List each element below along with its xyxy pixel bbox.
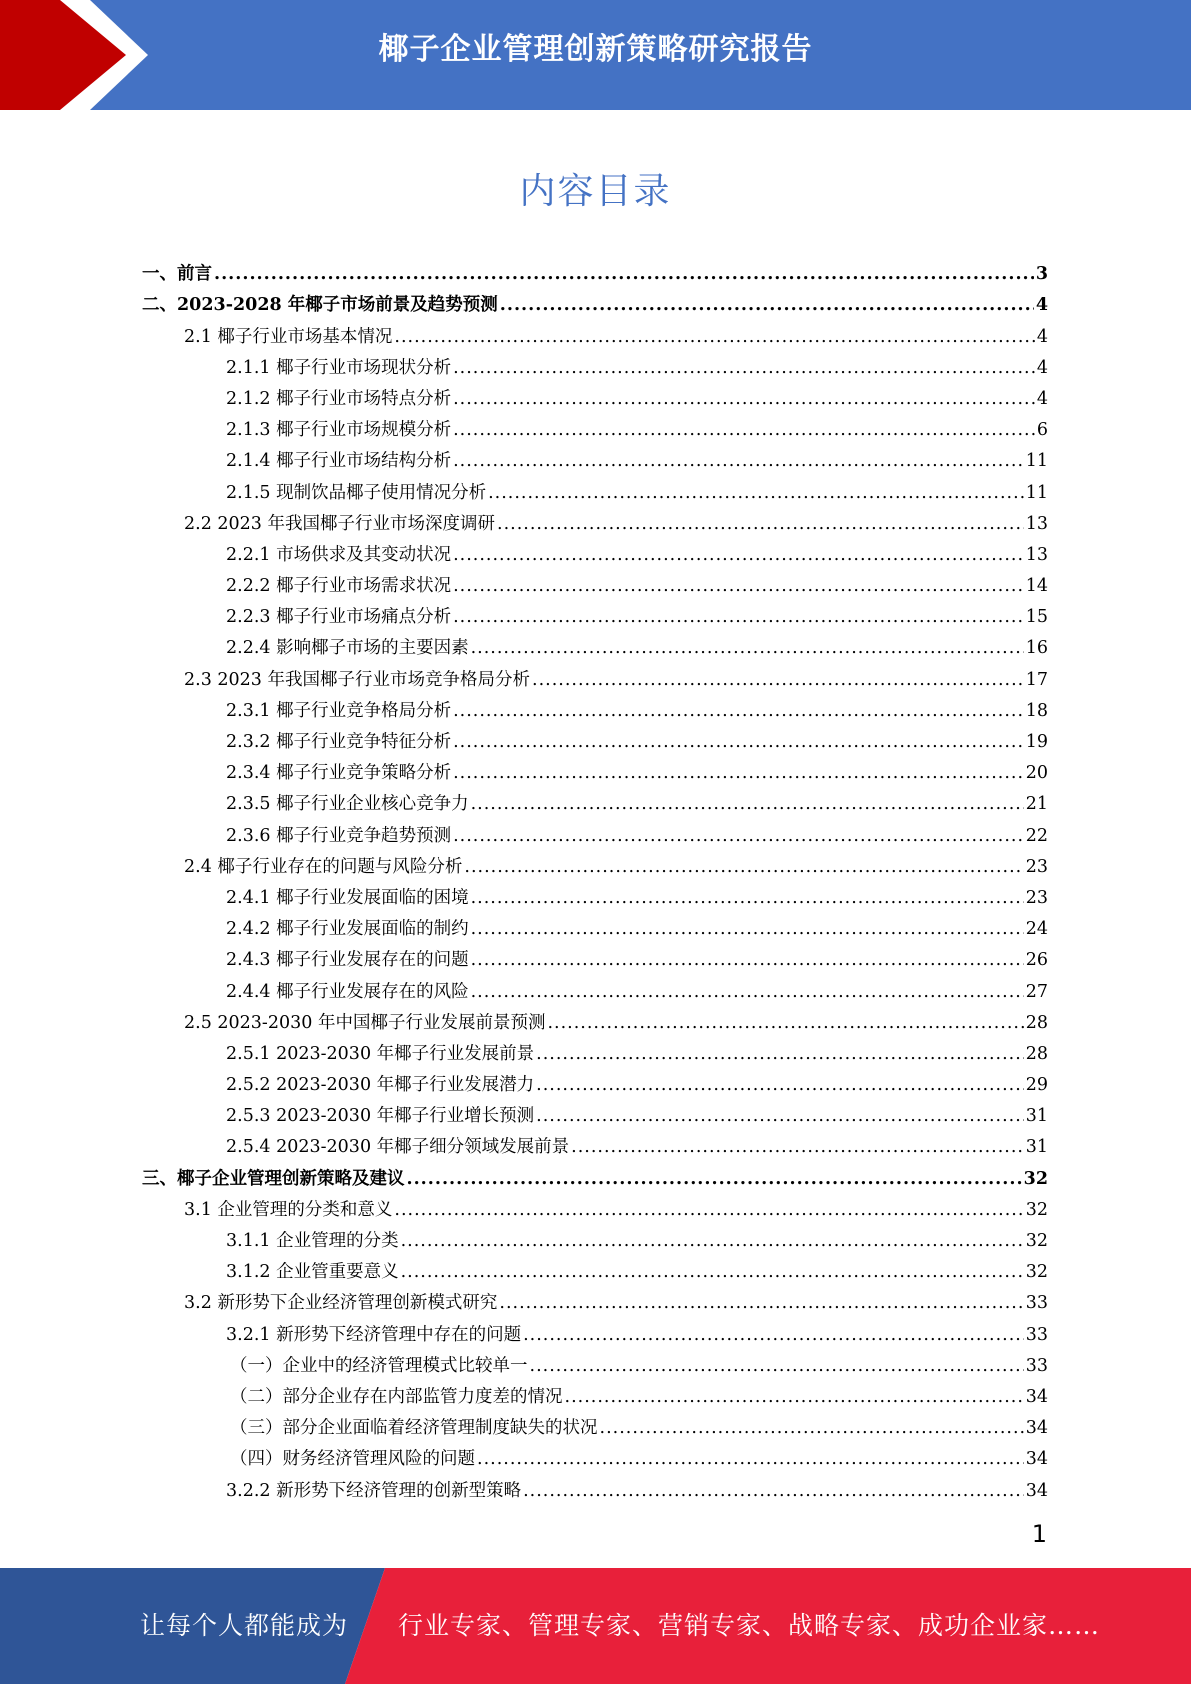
toc-entry-page: 32 (1023, 1168, 1048, 1189)
toc-leader-dots (453, 606, 1024, 628)
toc-leader-dots (471, 887, 1024, 909)
toc-entry[interactable] (142, 1314, 1048, 1345)
toc-entry-title: 2.5.4 2023-2030 年椰子细分领域发展前景 (226, 1137, 570, 1158)
toc-leader-dots (471, 918, 1024, 940)
toc-entry-title: 2.3.4 椰子行业竞争策略分析 (226, 763, 452, 784)
toc-entry-title: 3.1 企业管理的分类和意义 (184, 1199, 393, 1220)
toc-entry[interactable] (142, 847, 1048, 878)
toc-entry-title: 3.1.2 企业管重要意义 (226, 1262, 399, 1283)
toc-leader-dots (407, 1168, 1022, 1190)
toc-entry-title: 2.2.2 椰子行业市场需求状况 (226, 576, 452, 597)
toc-entry-page: 4 (1036, 388, 1048, 409)
toc-entry-title: 2.1.2 椰子行业市场特点分析 (226, 388, 452, 409)
toc-entry[interactable] (142, 254, 1048, 285)
toc-entry[interactable] (142, 691, 1048, 722)
toc-entry-title: 2.3.2 椰子行业竞争特征分析 (226, 732, 452, 752)
toc-entry[interactable] (142, 504, 1048, 535)
toc-entry-title: 2.1.1 椰子行业市场现状分析 (226, 357, 452, 378)
toc-entry-page: 32 (1025, 1262, 1048, 1283)
toc-entry-title: 一、前言 (142, 264, 212, 285)
toc-leader-dots (547, 1012, 1023, 1034)
toc-entry-title: 2.2.4 影响椰子市场的主要因素 (226, 638, 469, 659)
toc-entry[interactable] (142, 1408, 1048, 1439)
toc-leader-dots (530, 1355, 1024, 1377)
toc-entry[interactable] (142, 784, 1048, 815)
toc-leader-dots (401, 1230, 1024, 1252)
toc-entry[interactable] (142, 472, 1048, 503)
toc-entry[interactable] (142, 1346, 1048, 1377)
toc-entry[interactable] (142, 659, 1048, 690)
toc-entry-page: 33 (1025, 1293, 1048, 1314)
toc-entry-page: 34 (1025, 1418, 1048, 1439)
toc-entry-page: 29 (1025, 1075, 1048, 1096)
toc-entry-page: 31 (1025, 1137, 1048, 1158)
toc-entry[interactable] (142, 1096, 1048, 1127)
toc-entry-page: 33 (1025, 1324, 1048, 1345)
toc-entry[interactable] (142, 379, 1048, 410)
toc-entry[interactable] (142, 348, 1048, 379)
toc-entry-page: 4 (1036, 357, 1048, 378)
toc-entry-page: 33 (1025, 1355, 1048, 1376)
toc-leader-dots (453, 357, 1035, 379)
toc-entry-page: 4 (1036, 326, 1048, 347)
toc-entry-page: 14 (1025, 576, 1048, 597)
toc-entry[interactable] (142, 815, 1048, 846)
toc-entry[interactable] (142, 1377, 1048, 1408)
toc-leader-dots (453, 419, 1035, 441)
toc-leader-dots (453, 388, 1035, 410)
toc-entry[interactable] (142, 285, 1048, 316)
toc-entry-page: 26 (1025, 950, 1048, 971)
toc-entry[interactable] (142, 316, 1048, 347)
toc-entry-title: 二、2023-2028 年椰子市场前景及趋势预测 (142, 295, 498, 316)
toc-leader-dots (214, 263, 1034, 285)
toc-entry-title: 2.5.2 2023-2030 年椰子行业发展潜力 (226, 1075, 535, 1096)
toc-entry[interactable] (142, 1283, 1048, 1314)
toc-entry[interactable] (142, 1158, 1048, 1189)
toc-entry-title: 2.2 2023 年我国椰子行业市场深度调研 (184, 513, 495, 534)
toc-entry[interactable] (142, 1065, 1048, 1096)
toc-leader-dots (536, 1074, 1024, 1096)
toc-entry-title: （三）部分企业面临着经济管理制度缺失的状况 (230, 1418, 598, 1439)
toc-entry-title: 2.1.5 现制饮品椰子使用情况分析 (226, 482, 487, 503)
toc-leader-dots (394, 326, 1034, 348)
toc-leader-dots (497, 513, 1024, 535)
header-banner (0, 0, 1191, 110)
toc-entry[interactable] (142, 940, 1048, 971)
toc-entry-page: 20 (1025, 763, 1048, 784)
toc-entry-page: 34 (1025, 1449, 1048, 1470)
toc-leader-dots (453, 544, 1024, 566)
toc-entry-title: 2.4.3 椰子行业发展存在的问题 (226, 950, 469, 971)
toc-leader-dots (565, 1386, 1024, 1408)
toc-leader-dots (394, 1199, 1023, 1221)
toc-entry-page: 27 (1025, 981, 1048, 1002)
toc-entry-title: 3.2.1 新形势下经济管理中存在的问题 (226, 1324, 522, 1345)
toc-leader-dots (536, 1105, 1024, 1127)
toc-entry-page: 23 (1025, 887, 1048, 908)
toc-entry-title: 2.1 椰子行业市场基本情况 (184, 326, 393, 347)
toc-entry-title: 2.5.1 2023-2030 年椰子行业发展前景 (226, 1043, 535, 1064)
toc-entry-title: 2.4 椰子行业存在的问题与风险分析 (184, 856, 463, 877)
toc-entry[interactable] (142, 722, 1048, 753)
toc-leader-dots (471, 793, 1024, 815)
toc-heading: 内容目录 (519, 171, 672, 212)
toc-entry-title: 2.3.6 椰子行业竞争趋势预测 (226, 825, 452, 846)
toc-entry-page: 32 (1025, 1199, 1048, 1220)
toc-leader-dots (471, 981, 1024, 1003)
toc-entry-title: 2.2.3 椰子行业市场痛点分析 (226, 607, 452, 628)
toc-leader-dots (464, 856, 1023, 878)
toc-leader-dots (453, 575, 1024, 597)
toc-entry-page: 31 (1025, 1106, 1048, 1127)
toc-entry-page: 34 (1025, 1480, 1048, 1501)
toc-entry-page: 16 (1025, 638, 1048, 659)
toc-entry-title: （二）部分企业存在内部监管力度差的情况 (230, 1386, 563, 1407)
toc-entry-title: 2.4.4 椰子行业发展存在的风险 (226, 981, 469, 1002)
toc-entry-page: 3 (1035, 264, 1048, 285)
page-number: 1 (1031, 1520, 1047, 1548)
toc-entry-page: 28 (1025, 1012, 1048, 1033)
toc-leader-dots (532, 669, 1024, 691)
toc-entry-title: 2.1.3 椰子行业市场规模分析 (226, 420, 452, 441)
toc-entry[interactable] (142, 566, 1048, 597)
toc-leader-dots (523, 1324, 1024, 1346)
toc-entry[interactable] (142, 1252, 1048, 1283)
toc-entry-title: 3.2.2 新形势下经济管理的创新型策略 (226, 1480, 522, 1501)
toc-entry-page: 4 (1035, 295, 1048, 316)
toc-entry-page: 34 (1025, 1386, 1048, 1407)
toc-leader-dots (500, 294, 1034, 316)
toc-entry-page: 24 (1025, 919, 1048, 940)
toc-leader-dots (453, 700, 1024, 722)
toc-entry-title: （一）企业中的经济管理模式比较单一 (230, 1355, 528, 1376)
toc-leader-dots (536, 1043, 1024, 1065)
toc-leader-dots (499, 1292, 1023, 1314)
toc-entry-page: 23 (1025, 856, 1048, 877)
toc-entry-page: 22 (1025, 825, 1048, 846)
toc-entry[interactable] (142, 441, 1048, 472)
table-of-contents (142, 254, 1048, 1502)
toc-entry-page: 18 (1025, 700, 1048, 721)
toc-entry-page: 19 (1025, 732, 1048, 752)
toc-entry[interactable] (142, 1470, 1048, 1501)
toc-leader-dots (523, 1480, 1024, 1502)
toc-entry[interactable] (142, 753, 1048, 784)
toc-entry[interactable] (142, 410, 1048, 441)
footer-slogan-left: 让每个人都能成为 (140, 1611, 349, 1640)
toc-entry-page: 6 (1036, 420, 1048, 441)
toc-entry-title: 2.3 2023 年我国椰子行业市场竞争格局分析 (184, 669, 530, 690)
toc-entry-page: 17 (1025, 669, 1048, 690)
toc-entry-page: 15 (1025, 607, 1048, 628)
toc-entry[interactable] (142, 597, 1048, 628)
toc-entry-title: 2.5.3 2023-2030 年椰子行业增长预测 (226, 1106, 535, 1127)
toc-entry-title: 3.2 新形势下企业经济管理创新模式研究 (184, 1293, 498, 1314)
toc-leader-dots (571, 1136, 1024, 1158)
toc-entry[interactable] (142, 1439, 1048, 1470)
toc-leader-dots (453, 762, 1024, 784)
toc-leader-dots (401, 1261, 1024, 1283)
toc-leader-dots (600, 1417, 1024, 1439)
report-title: 椰子企业管理创新策略研究报告 (378, 32, 813, 67)
toc-entry[interactable] (142, 909, 1048, 940)
toc-entry[interactable] (142, 1190, 1048, 1221)
toc-entry-page: 13 (1025, 513, 1048, 534)
toc-entry-page: 13 (1025, 544, 1048, 565)
toc-entry-page: 28 (1025, 1043, 1048, 1064)
toc-entry[interactable] (142, 1003, 1048, 1034)
toc-leader-dots (471, 637, 1024, 659)
toc-entry[interactable] (142, 1034, 1048, 1065)
toc-entry[interactable] (142, 628, 1048, 659)
toc-entry-title: 2.1.4 椰子行业市场结构分析 (226, 451, 452, 472)
toc-entry[interactable] (142, 1221, 1048, 1252)
footer-slogan-right: 行业专家、管理专家、营销专家、战略专家、成功企业家…… (398, 1611, 1101, 1640)
toc-entry[interactable] (142, 878, 1048, 909)
toc-entry[interactable] (142, 971, 1048, 1002)
toc-entry-title: 3.1.1 企业管理的分类 (226, 1231, 399, 1251)
toc-leader-dots (471, 949, 1024, 971)
toc-leader-dots (453, 450, 1024, 472)
toc-entry-title: 2.2.1 市场供求及其变动状况 (226, 544, 452, 565)
toc-entry-title: 2.4.1 椰子行业发展面临的困境 (226, 887, 469, 908)
toc-leader-dots (453, 731, 1024, 753)
toc-leader-dots (477, 1448, 1024, 1470)
toc-entry-title: 2.4.2 椰子行业发展面临的制约 (226, 919, 469, 940)
toc-entry[interactable] (142, 1127, 1048, 1158)
toc-entry-page: 32 (1025, 1231, 1048, 1251)
toc-entry-title: 2.3.1 椰子行业竞争格局分析 (226, 700, 452, 721)
toc-entry-title: 2.5 2023-2030 年中国椰子行业发展前景预测 (184, 1012, 546, 1033)
toc-entry-title: （四）财务经济管理风险的问题 (230, 1449, 475, 1470)
toc-entry-title: 三、椰子企业管理创新策略及建议 (142, 1168, 405, 1189)
toc-leader-dots (488, 482, 1024, 504)
toc-entry[interactable] (142, 535, 1048, 566)
toc-leader-dots (453, 825, 1024, 847)
toc-entry-page: 11 (1025, 482, 1048, 503)
toc-entry-title: 2.3.5 椰子行业企业核心竞争力 (226, 794, 469, 815)
toc-entry-page: 21 (1025, 794, 1048, 815)
toc-entry-page: 11 (1025, 451, 1048, 472)
